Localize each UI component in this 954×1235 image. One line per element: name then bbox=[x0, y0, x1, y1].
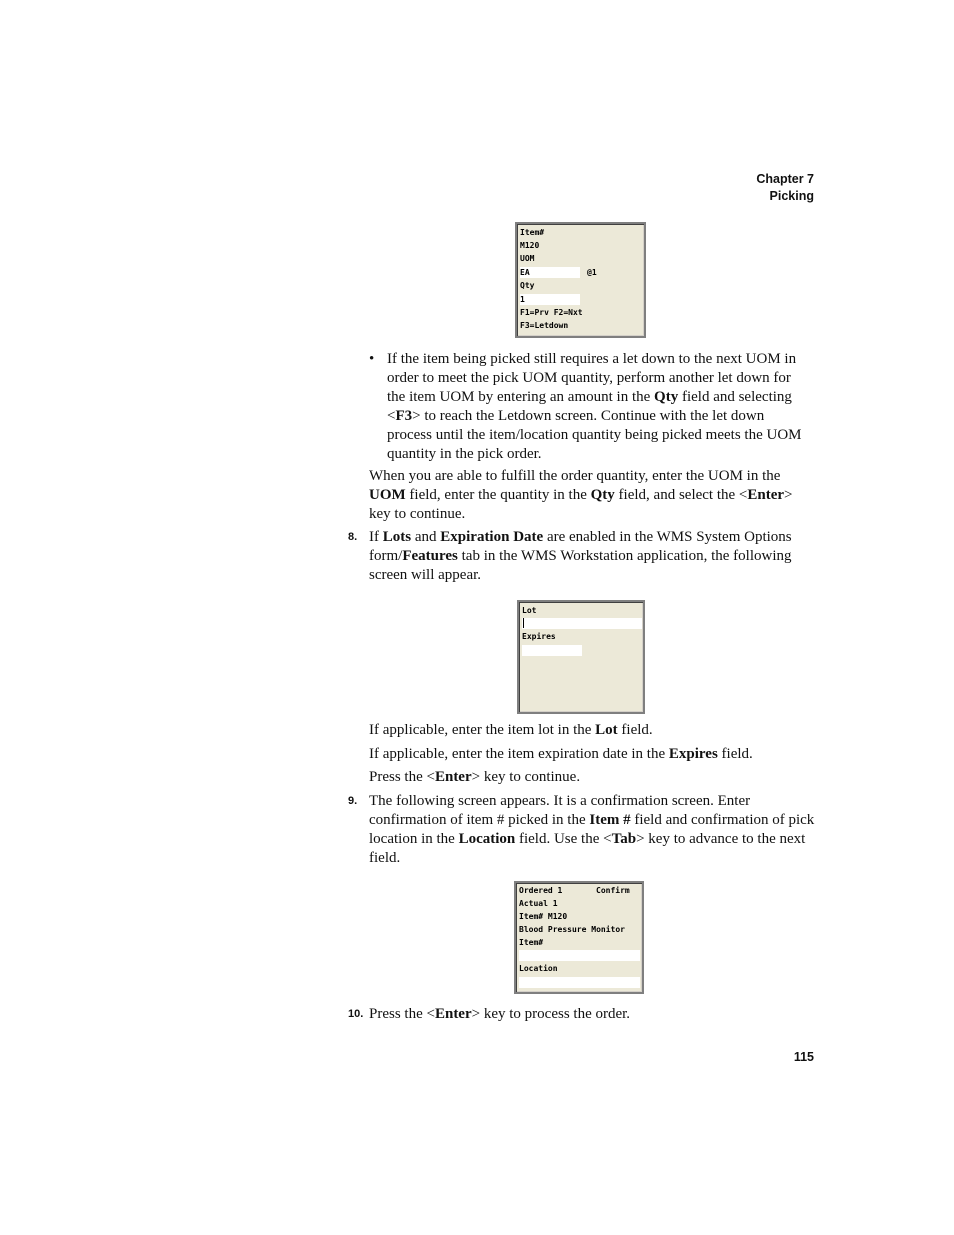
lot-expires-screen-image bbox=[517, 600, 645, 714]
text-run: field and confirmation of pick location in the bbox=[369, 812, 815, 847]
text-run: > to reach the Letdown screen. Continue with the let down process until the item/location quantity being picked meets the UOM quantity in the pick order. bbox=[387, 408, 802, 462]
lot-term: Lot bbox=[595, 722, 618, 738]
expires-label: Expires bbox=[522, 632, 556, 641]
expiration-date-term: Expiration Date bbox=[440, 529, 544, 545]
fulfill-paragraph bbox=[369, 467, 816, 524]
enter-term: Enter bbox=[747, 487, 785, 503]
text-run: If applicable, enter the item expiration date in the bbox=[369, 746, 669, 762]
qty-label: Qty bbox=[520, 281, 535, 290]
expires-term: Expires bbox=[668, 746, 718, 762]
expires-field bbox=[522, 645, 582, 656]
item-number-term: Item # bbox=[589, 812, 631, 828]
ordered-line: Ordered 1 bbox=[519, 886, 563, 895]
lot-field bbox=[522, 618, 642, 629]
text-run: > key to advance to the next field. bbox=[369, 831, 806, 866]
step-8-paragraph bbox=[369, 528, 816, 585]
step-number-9: 9. bbox=[348, 795, 358, 807]
bullet-symbol: • bbox=[369, 351, 375, 367]
item-confirm-field bbox=[519, 950, 640, 961]
text-cursor bbox=[523, 618, 524, 628]
step-9-paragraph bbox=[369, 792, 816, 868]
text-run: > key to continue. bbox=[369, 487, 793, 522]
text-run: and bbox=[411, 529, 441, 545]
uom-term: UOM bbox=[369, 487, 406, 503]
location-term: Location bbox=[458, 831, 516, 847]
text-run: When you are able to fulfill the order quantity, enter the UOM in the bbox=[369, 468, 781, 484]
item-line: Item# M120 bbox=[519, 912, 568, 921]
text-run: field. bbox=[717, 746, 753, 762]
text-run: field. bbox=[617, 722, 653, 738]
running-header bbox=[756, 171, 814, 204]
qty-value: 1 bbox=[520, 295, 525, 304]
location-field bbox=[519, 977, 640, 988]
letdown-key-line: F3=Letdown bbox=[520, 321, 569, 330]
text-run: field, and select the < bbox=[614, 487, 748, 503]
text-run: The following screen appears. It is a confirmation screen. Enter confirmation of item # picked in the bbox=[369, 793, 751, 828]
text-run: Press the < bbox=[369, 769, 435, 785]
page-number: 115 bbox=[793, 1050, 814, 1064]
uom-label: UOM bbox=[520, 254, 535, 263]
confirm-label: Confirm bbox=[596, 886, 630, 895]
text-run: > key to continue. bbox=[471, 769, 581, 785]
text-run: If applicable, enter the item lot in the bbox=[369, 722, 596, 738]
item-value: M120 bbox=[520, 241, 540, 250]
lot-label: Lot bbox=[522, 606, 537, 615]
lots-term: Lots bbox=[382, 529, 412, 545]
text-run: If bbox=[369, 529, 383, 545]
description-line: Blood Pressure Monitor bbox=[519, 925, 625, 934]
features-term: Features bbox=[402, 548, 458, 564]
text-run: Press the < bbox=[369, 1006, 435, 1022]
confirmation-screen-image bbox=[514, 881, 644, 994]
item-confirm-label: Item# bbox=[519, 938, 544, 947]
text-run: field and selecting < bbox=[387, 389, 792, 424]
chapter-label: Chapter 7 bbox=[756, 172, 814, 186]
uom-factor: @1 bbox=[587, 268, 597, 277]
text-run: field. Use the < bbox=[515, 831, 612, 847]
qty-term: Qty bbox=[590, 487, 615, 503]
section-label: Picking bbox=[769, 188, 814, 203]
lot-paragraph bbox=[369, 721, 816, 740]
text-run: If the item being picked still requires a let down to the next UOM in order to meet the pick UOM quantity, perform another let down for the item UOM by entering an amount in the bbox=[387, 351, 797, 405]
function-keys-line: F1=Prv F2=Nxt bbox=[520, 308, 583, 317]
item-label: Item# bbox=[520, 228, 545, 237]
actual-line: Actual 1 bbox=[519, 899, 558, 908]
f3-term: F3 bbox=[395, 408, 413, 424]
step-number-10: 10. bbox=[348, 1008, 364, 1020]
step-10-paragraph bbox=[369, 1005, 816, 1024]
qty-term: Qty bbox=[654, 389, 679, 405]
tab-term: Tab bbox=[611, 831, 637, 847]
enter-paragraph bbox=[369, 768, 816, 787]
expires-paragraph bbox=[369, 745, 816, 764]
letdown-screen-image bbox=[515, 222, 646, 338]
text-run: field, enter the quantity in the bbox=[405, 487, 591, 503]
text-run: tab in the WMS Workstation application, the following screen will appear. bbox=[369, 548, 792, 583]
step-number-8: 8. bbox=[348, 531, 358, 543]
text-run: > key to process the order. bbox=[471, 1006, 631, 1022]
bullet-letdown-paragraph bbox=[387, 350, 812, 464]
text-run: are enabled in the WMS System Options form/ bbox=[369, 529, 792, 564]
uom-value: EA bbox=[520, 268, 530, 277]
enter-term: Enter bbox=[434, 1006, 472, 1022]
qty-field bbox=[520, 294, 580, 305]
enter-term: Enter bbox=[434, 769, 472, 785]
location-label: Location bbox=[519, 964, 558, 973]
